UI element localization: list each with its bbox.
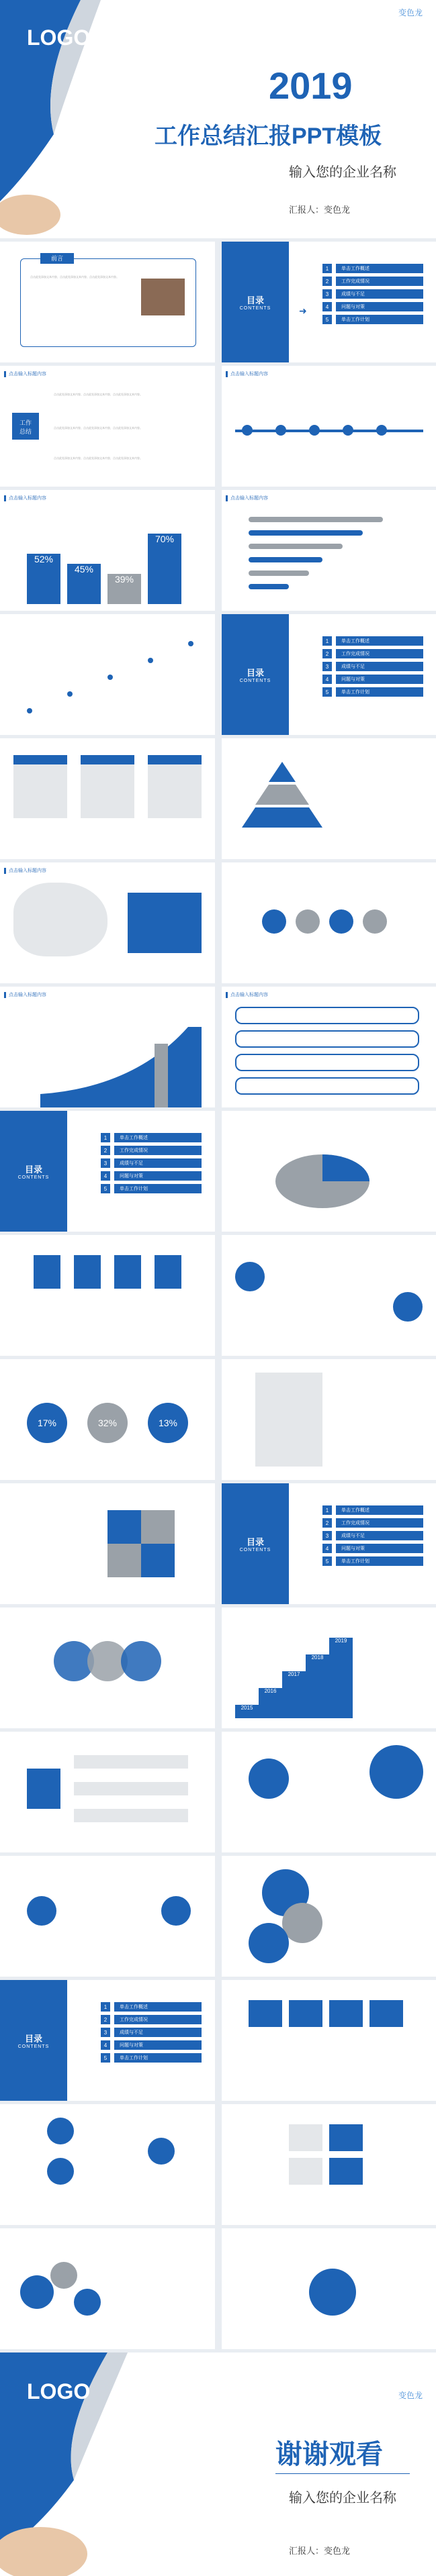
menu-sub: CONTENTS bbox=[239, 306, 271, 311]
hbar-slide bbox=[222, 490, 436, 611]
node bbox=[296, 909, 320, 934]
slide-header: 点击输入标题内容 bbox=[0, 370, 46, 378]
menu-label: 成绩与不足 bbox=[336, 1531, 423, 1540]
work-summary-slide bbox=[0, 366, 215, 487]
globe-slide bbox=[222, 2228, 436, 2349]
arrow-icon: ➜ bbox=[299, 305, 307, 316]
list-pill bbox=[235, 1030, 419, 1048]
menu-num: 4 bbox=[322, 1544, 332, 1553]
puzzle-piece bbox=[107, 1544, 141, 1577]
scatter-slide bbox=[0, 614, 215, 735]
cover-reporter: 汇报人：变色龙 bbox=[289, 205, 351, 215]
thanks-reporter: 汇报人：变色龙 bbox=[289, 2546, 351, 2556]
venn-circle bbox=[121, 1641, 161, 1681]
stair: 2016 bbox=[259, 1688, 282, 1718]
stacked-bar-slide bbox=[0, 1235, 215, 1356]
globe-icon bbox=[309, 2269, 356, 2316]
menu-item-1[interactable] bbox=[322, 636, 423, 646]
card-header bbox=[81, 755, 134, 764]
icon-grid-slide bbox=[222, 1980, 436, 2101]
menu-num: 3 bbox=[322, 289, 332, 299]
menu-label: 单击工作概述 bbox=[336, 636, 423, 646]
menu-label: 问题与对策 bbox=[114, 2040, 202, 2050]
timeline-dot bbox=[343, 425, 353, 436]
menu-label: 成绩与不足 bbox=[336, 289, 423, 299]
menu-num: 4 bbox=[322, 302, 332, 311]
cover-logo: LOGO bbox=[27, 26, 91, 50]
menu-panel bbox=[222, 242, 289, 362]
process-node bbox=[47, 2118, 74, 2144]
pct-circle: 13% bbox=[148, 1403, 188, 1443]
pyramid-graphic bbox=[235, 762, 329, 842]
node bbox=[363, 909, 387, 934]
cover-company: 输入您的企业名称 bbox=[289, 165, 396, 180]
timeline-dot bbox=[376, 425, 387, 436]
menu-item-5[interactable] bbox=[322, 1556, 423, 1566]
menu-item-5[interactable] bbox=[101, 1184, 202, 1193]
thanks-title: 谢谢观看 bbox=[275, 2440, 383, 2469]
menu-num: 2 bbox=[101, 1146, 110, 1155]
puzzle-piece bbox=[107, 1510, 141, 1544]
menu-item-3[interactable] bbox=[322, 1531, 423, 1540]
work-label: 工作 总结 bbox=[12, 413, 39, 440]
card-header bbox=[148, 755, 202, 764]
menu-label: 单击工作概述 bbox=[114, 1133, 202, 1142]
list-pill bbox=[235, 1054, 419, 1071]
bar-chart-slide bbox=[0, 490, 215, 611]
root-box bbox=[27, 1769, 60, 1809]
arrow-circle bbox=[161, 1896, 191, 1926]
menu-slide-2 bbox=[222, 614, 436, 735]
cover-title: 工作总结汇报PPT模板 bbox=[155, 123, 382, 149]
map-graphic bbox=[13, 883, 107, 956]
gears-slide bbox=[222, 862, 436, 983]
gear-icon bbox=[20, 2275, 54, 2309]
menu-label: 单击工作计划 bbox=[114, 2053, 202, 2063]
hbar bbox=[249, 530, 363, 536]
text-block: 点击此处添加文本内容，点击此处添加文本内容，点击此处添加文本内容。 bbox=[54, 456, 142, 460]
menu-item-2[interactable] bbox=[101, 2015, 202, 2024]
process-slide bbox=[0, 2104, 215, 2225]
menu-item-3[interactable] bbox=[322, 662, 423, 671]
group-circle bbox=[282, 1903, 322, 1943]
hbar bbox=[249, 544, 343, 549]
menu-label: 问题与对策 bbox=[336, 1544, 423, 1553]
menu-num: 2 bbox=[322, 277, 332, 286]
arrow-circle bbox=[27, 1896, 56, 1926]
menu-title: 目录 bbox=[24, 1165, 42, 1175]
menu-panel bbox=[222, 614, 289, 735]
menu-label: 问题与对策 bbox=[114, 1171, 202, 1181]
menu-item-3[interactable] bbox=[101, 1158, 202, 1168]
timeline-dot bbox=[309, 425, 320, 436]
brand-mark: 变色龙 bbox=[398, 8, 423, 17]
icon-tile bbox=[249, 2000, 282, 2027]
menu-item-1[interactable] bbox=[322, 1505, 423, 1515]
menu-num: 5 bbox=[322, 315, 332, 324]
circle-group-slide bbox=[222, 1856, 436, 1977]
hierarchy-slide bbox=[0, 1732, 215, 1852]
text-block: 点击此处添加文本内容，点击此处添加文本内容，点击此处添加文本内容。 bbox=[54, 426, 142, 430]
slide-header: 点击输入标题内容 bbox=[222, 494, 268, 502]
process-node bbox=[47, 2158, 74, 2185]
icon-tile bbox=[289, 2000, 322, 2027]
menu-label: 单击工作计划 bbox=[336, 315, 423, 324]
menu-title: 目录 bbox=[246, 668, 264, 678]
slide-header: 点击输入标题内容 bbox=[0, 494, 46, 502]
stacked-bar bbox=[155, 1255, 181, 1289]
hbar bbox=[249, 557, 322, 562]
menu-sub: CONTENTS bbox=[239, 1548, 271, 1552]
puzzle-piece bbox=[141, 1544, 175, 1577]
menu-label: 工作完成情况 bbox=[336, 649, 423, 658]
text-circle bbox=[393, 1292, 423, 1322]
menu-item-1[interactable] bbox=[322, 264, 423, 273]
menu-num: 5 bbox=[101, 1184, 110, 1193]
menu-label: 单击工作概述 bbox=[336, 264, 423, 273]
pct-circle: 17% bbox=[27, 1403, 67, 1443]
big-circle bbox=[369, 1745, 423, 1799]
menu-sub: CONTENTS bbox=[17, 1175, 50, 1180]
pct-circle: 32% bbox=[87, 1403, 128, 1443]
menu-num: 1 bbox=[322, 264, 332, 273]
menu-item-1[interactable] bbox=[101, 1133, 202, 1142]
menu-sub: CONTENTS bbox=[239, 679, 271, 683]
menu-item-5[interactable] bbox=[322, 315, 423, 324]
process-node bbox=[148, 2138, 175, 2165]
pct-circle-slide bbox=[0, 1359, 215, 1480]
menu-num: 4 bbox=[101, 2040, 110, 2050]
scatter-dot bbox=[188, 641, 193, 646]
menu-num: 3 bbox=[101, 2028, 110, 2037]
menu-label: 成绩与不足 bbox=[114, 2028, 202, 2037]
venn-slide bbox=[0, 1607, 215, 1728]
pie-graphic bbox=[269, 1134, 376, 1215]
timeline-dot bbox=[242, 425, 253, 436]
slide-header: 点击输入标题内容 bbox=[222, 991, 268, 999]
menu-title: 目录 bbox=[246, 295, 264, 305]
menu-item-1[interactable] bbox=[101, 2002, 202, 2012]
bar-q2: 45% bbox=[67, 564, 101, 604]
thanks-company: 输入您的企业名称 bbox=[289, 2491, 396, 2506]
hbar bbox=[249, 517, 383, 522]
menu-label: 单击工作计划 bbox=[114, 1184, 202, 1193]
curve-graphic bbox=[0, 987, 215, 1107]
gray-card-slide bbox=[222, 1359, 436, 1480]
menu-num: 3 bbox=[101, 1158, 110, 1168]
bar-q3: 39% bbox=[107, 574, 141, 604]
menu-item-5[interactable] bbox=[322, 687, 423, 697]
menu-panel bbox=[222, 1483, 289, 1604]
menu-num: 5 bbox=[101, 2053, 110, 2063]
menu-item-4[interactable] bbox=[322, 1544, 423, 1553]
bar-q4: 70% bbox=[148, 534, 181, 604]
preface-tag: 前言 bbox=[40, 253, 74, 264]
list-pill bbox=[235, 1007, 419, 1024]
menu-label: 工作完成情况 bbox=[114, 1146, 202, 1155]
menu-item-4[interactable] bbox=[101, 2040, 202, 2050]
scatter-dot bbox=[148, 658, 153, 663]
feature-grid-slide bbox=[222, 2104, 436, 2225]
thanks-logo: LOGO bbox=[27, 2379, 91, 2404]
menu-slide-4 bbox=[222, 1483, 436, 1604]
bar-q1: 52% bbox=[27, 554, 60, 604]
info-box bbox=[128, 893, 202, 953]
preface-text: 点击此处添加文本内容，点击此处添加文本内容，点击此处添加文本内容。 bbox=[30, 275, 119, 279]
slide-header: 点击输入标题内容 bbox=[0, 866, 46, 875]
menu-label: 单击工作计划 bbox=[336, 687, 423, 697]
list-pill-slide bbox=[222, 987, 436, 1107]
menu-panel bbox=[0, 1111, 67, 1232]
group-circle bbox=[249, 1923, 289, 1963]
puzzle-piece bbox=[141, 1510, 175, 1544]
menu-label: 单击工作概述 bbox=[336, 1505, 423, 1515]
preface-slide bbox=[0, 242, 215, 362]
menu-label: 单击工作计划 bbox=[336, 1556, 423, 1566]
feature-tile bbox=[289, 2158, 322, 2185]
menu-label: 成绩与不足 bbox=[114, 1158, 202, 1168]
map-slide bbox=[0, 862, 215, 983]
card-header bbox=[13, 755, 67, 764]
stairs-slide bbox=[222, 1607, 436, 1728]
thanks-slide bbox=[0, 2352, 436, 2576]
scatter-dot bbox=[27, 708, 32, 713]
text-circle bbox=[235, 1262, 265, 1291]
menu-label: 成绩与不足 bbox=[336, 662, 423, 671]
menu-num: 1 bbox=[101, 1133, 110, 1142]
hbar bbox=[249, 571, 309, 576]
menu-item-2[interactable] bbox=[322, 1518, 423, 1528]
menu-num: 2 bbox=[322, 649, 332, 658]
feature-tile bbox=[289, 2124, 322, 2151]
menu-num: 1 bbox=[101, 2002, 110, 2012]
stair: 2017 bbox=[282, 1671, 306, 1718]
three-card-slide bbox=[0, 738, 215, 859]
menu-slide-1 bbox=[222, 242, 436, 362]
menu-slide-3 bbox=[0, 1111, 215, 1232]
timeline-dot bbox=[275, 425, 286, 436]
menu-num: 5 bbox=[322, 1556, 332, 1566]
card-body bbox=[148, 764, 202, 818]
text-block: 点击此处添加文本内容，点击此处添加文本内容，点击此处添加文本内容。 bbox=[54, 393, 142, 396]
stair: 2018 bbox=[306, 1654, 329, 1718]
3d-pie-slide bbox=[222, 1111, 436, 1232]
brand-mark: 变色龙 bbox=[398, 2391, 423, 2400]
menu-num: 2 bbox=[101, 2015, 110, 2024]
list-pill bbox=[235, 1077, 419, 1095]
menu-label: 问题与对策 bbox=[336, 675, 423, 684]
menu-label: 工作完成情况 bbox=[336, 1518, 423, 1528]
feature-tile bbox=[329, 2158, 363, 2185]
menu-num: 1 bbox=[322, 1505, 332, 1515]
curve-slide bbox=[0, 987, 215, 1107]
cover-year: 2019 bbox=[269, 64, 353, 107]
menu-label: 工作完成情况 bbox=[114, 2015, 202, 2024]
puzzle-slide bbox=[0, 1483, 215, 1604]
card-body bbox=[81, 764, 134, 818]
gray-card bbox=[255, 1373, 322, 1467]
gear-icon bbox=[74, 2289, 101, 2316]
gears-slide-2 bbox=[0, 2228, 215, 2349]
menu-item-4[interactable] bbox=[322, 302, 423, 311]
menu-item-3[interactable] bbox=[101, 2028, 202, 2037]
menu-slide-5 bbox=[0, 1980, 215, 2101]
branch-box bbox=[74, 1782, 188, 1795]
arrow-circle-slide bbox=[0, 1856, 215, 1977]
stacked-bar bbox=[74, 1255, 101, 1289]
stair: 2019 bbox=[329, 1638, 353, 1718]
cover-slide bbox=[0, 0, 436, 238]
hbar bbox=[249, 584, 289, 589]
card-body bbox=[13, 764, 67, 818]
gear-icon bbox=[50, 2262, 77, 2289]
slide-header: 点击输入标题内容 bbox=[222, 370, 268, 378]
menu-num: 5 bbox=[322, 687, 332, 697]
menu-num: 4 bbox=[322, 675, 332, 684]
node bbox=[262, 909, 286, 934]
preface-photo bbox=[141, 279, 185, 315]
menu-label: 工作完成情况 bbox=[336, 277, 423, 286]
menu-item-4[interactable] bbox=[101, 1171, 202, 1181]
two-text-slide bbox=[222, 1235, 436, 1356]
menu-label: 单击工作概述 bbox=[114, 2002, 202, 2012]
stair: 2015 bbox=[235, 1705, 259, 1718]
menu-panel bbox=[0, 1980, 67, 2101]
pyramid-slide bbox=[222, 738, 436, 859]
branch-box bbox=[74, 1809, 188, 1822]
two-circle-slide bbox=[222, 1732, 436, 1852]
menu-num: 4 bbox=[101, 1171, 110, 1181]
menu-title: 目录 bbox=[24, 2034, 42, 2044]
scatter-dot bbox=[107, 675, 113, 680]
menu-item-2[interactable] bbox=[322, 649, 423, 658]
feature-tile bbox=[329, 2124, 363, 2151]
scatter-dot bbox=[67, 691, 73, 697]
menu-item-4[interactable] bbox=[322, 675, 423, 684]
menu-item-3[interactable] bbox=[322, 289, 423, 299]
menu-num: 2 bbox=[322, 1518, 332, 1528]
big-circle bbox=[249, 1758, 289, 1799]
menu-num: 1 bbox=[322, 636, 332, 646]
icon-tile bbox=[369, 2000, 403, 2027]
menu-item-2[interactable] bbox=[101, 1146, 202, 1155]
menu-item-5[interactable] bbox=[101, 2053, 202, 2063]
menu-item-2[interactable] bbox=[322, 277, 423, 286]
menu-sub: CONTENTS bbox=[17, 2044, 50, 2049]
menu-num: 3 bbox=[322, 1531, 332, 1540]
menu-title: 目录 bbox=[246, 1537, 264, 1547]
slide-header: 点击输入标题内容 bbox=[0, 991, 46, 999]
stacked-bar bbox=[34, 1255, 60, 1289]
node bbox=[329, 909, 353, 934]
stacked-bar bbox=[114, 1255, 141, 1289]
menu-label: 问题与对策 bbox=[336, 302, 423, 311]
icon-tile bbox=[329, 2000, 363, 2027]
timeline-slide bbox=[222, 366, 436, 487]
branch-box bbox=[74, 1755, 188, 1769]
menu-num: 3 bbox=[322, 662, 332, 671]
